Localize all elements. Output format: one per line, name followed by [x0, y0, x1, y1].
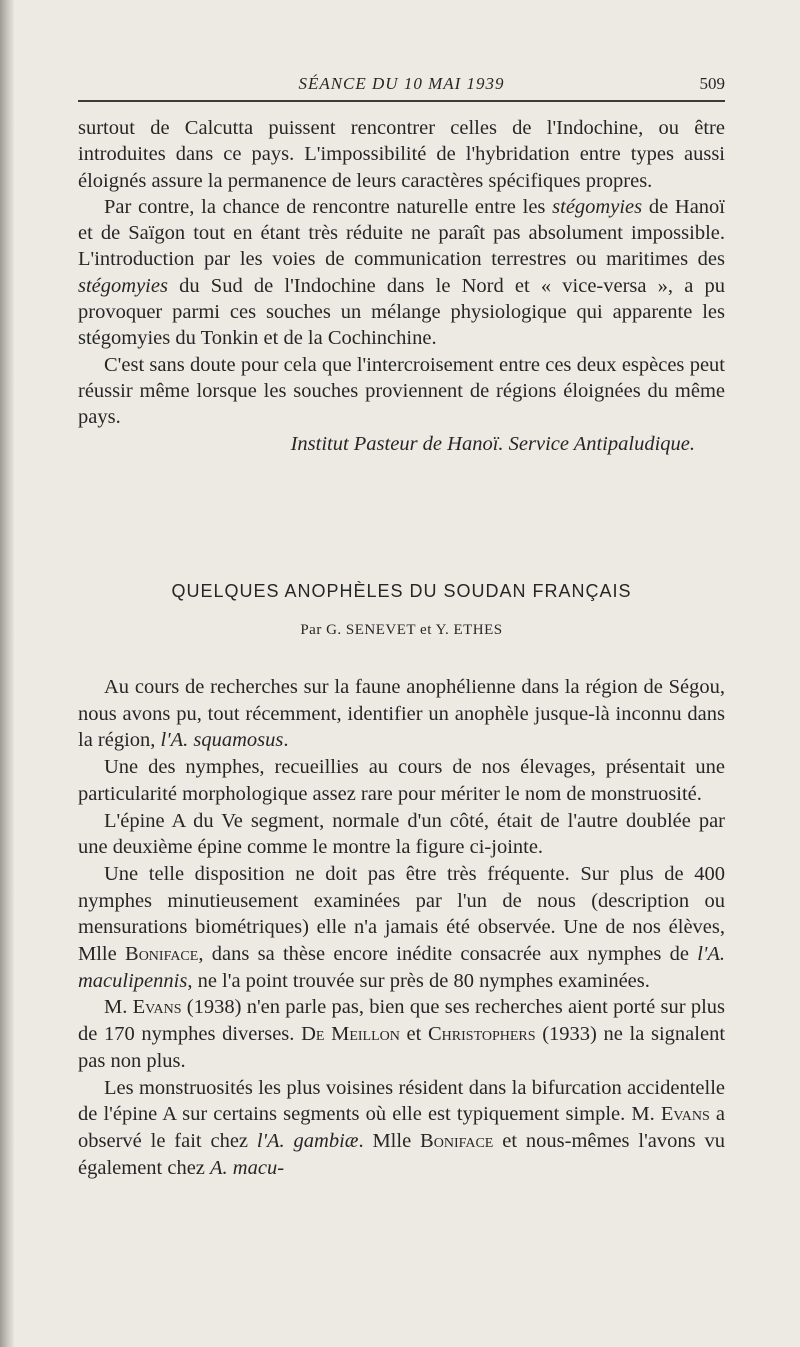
running-header — [78, 74, 725, 98]
affiliation: Institut Pasteur de Hanoï. Service Antipaludique. — [290, 432, 695, 455]
paragraph: Les monstruosités les plus voisines résident dans la bifurcation accidentelle de l'épine A sur certains segments où elle est typiquement simple. M. Evans a observé le fait chez l'A. gambiæ. Mlle Boniface et nous-mêmes l'avons vu également chez A. macu- — [78, 1076, 725, 1179]
running-title: SÉANCE DU 10 MAI 1939 — [298, 74, 505, 93]
page-number: 509 — [699, 74, 725, 93]
previous-article-conclusion — [78, 115, 725, 457]
paragraph: surtout de Calcutta puissent rencontrer celles de l'Indochine, ou être introduites dans ce pays. L'impossibilité de l'hybridation entre types aussi éloignés assure la permanence de leurs caractères spécifiques propres. — [78, 117, 725, 192]
paragraph: Par contre, la chance de rencontre naturelle entre les stégomyies de Hanoï et de Saïgon tout en étant très réduite ne paraît pas absolument impossible. L'introduction par les voies de communication terrestres ou maritimes des stégomyies du Sud de l'Indochine dans le Nord et « vice-versa », a pu provoquer parmi ces souches un mélange physiologique qui apparente les stégomyies du Tonkin et de la Cochinchine. — [78, 195, 726, 350]
paragraph: Au cours de recherches sur la faune anophélienne dans la région de Ségou, nous avons pu, tout récemment, identifier un anophèle jusque-là inconnu dans la région, l'A. squamosus. — [78, 676, 725, 752]
paragraph: L'épine A du Ve segment, normale d'un côté, était de l'autre doublée par une deuxième épine comme le montre la figure ci-jointe. — [78, 809, 725, 859]
article-body — [78, 674, 725, 1181]
paragraph: Une des nymphes, recueillies au cours de nos élevages, présentait une particularité morphologique assez rare pour mériter le nom de monstruosité. — [78, 756, 725, 805]
page-binding-edge — [0, 0, 14, 1347]
header-rule — [78, 100, 725, 102]
paragraph: Une telle disposition ne doit pas être très fréquente. Sur plus de 400 nymphes minutieusement examinées par l'un de nous (description ou mensurations biométriques) elle n'a jamais été observée. Une de nos élèves, Mlle Boniface, dans sa thèse encore inédite consacrée aux nymphes de l'A. maculipennis, ne l'a point trouvée sur près de 80 nymphes examinées. — [78, 862, 726, 992]
article-authors: Par G. SENEVET et Y. ETHES — [300, 622, 503, 638]
article-title: QUELQUES ANOPHÈLES DU SOUDAN FRANÇAIS — [171, 581, 632, 601]
paragraph: C'est sans doute pour cela que l'intercroisement entre ces deux espèces peut réussir même lorsque les souches proviennent de régions éloignées du même pays. — [78, 353, 725, 429]
paragraph: M. Evans (1938) n'en parle pas, bien que ses recherches aient porté sur plus de 170 nymphes diverses. De Meillon et Christophers (1933) ne la signalent pas non plus. — [78, 996, 726, 1072]
